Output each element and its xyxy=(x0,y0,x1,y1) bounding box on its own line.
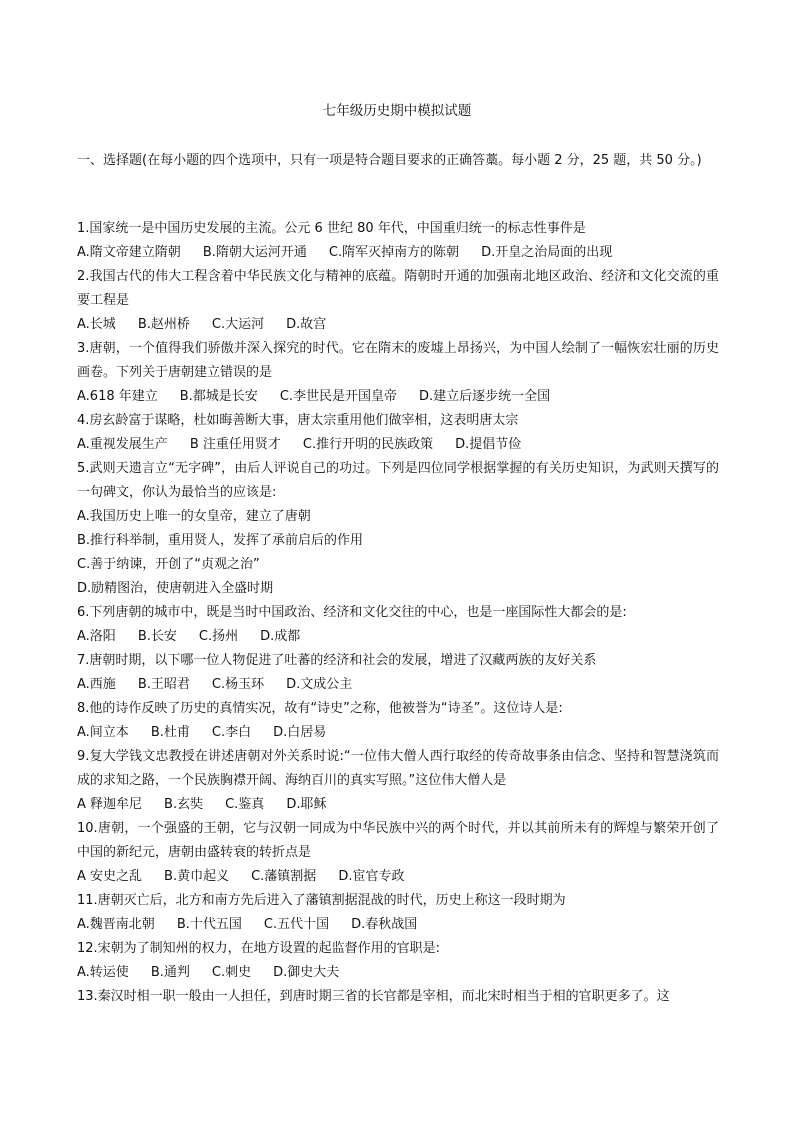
option-b: B.黄巾起义 xyxy=(164,869,230,884)
option-c: C.隋军灭掉南方的陈朝 xyxy=(328,245,460,260)
option-b: B.通判 xyxy=(150,965,190,980)
question-item xyxy=(77,817,719,889)
option-b: B.赵州桥 xyxy=(137,317,190,332)
option-a: A.西施 xyxy=(77,677,116,692)
option-c: C.大运河 xyxy=(211,317,265,332)
question-item xyxy=(77,601,719,649)
question-options xyxy=(77,793,719,817)
question-stem: 13.秦汉时相一职一般由一人担任，到唐时期三省的长官都是宰相，而北宋时相当于相的官职更多了。这 xyxy=(77,989,670,1004)
question-options xyxy=(77,385,719,409)
option-d: D.故宫 xyxy=(286,317,327,332)
question-stem: 7.唐朝时期，以下哪一位人物促进了吐蕃的经济和社会的发展，增进了汉藏两族的友好关系 xyxy=(77,653,597,668)
question-stem: 3.唐朝，一个值得我们骄傲并深入探究的时代。它在隋末的废墟上昂扬兴，为中国人绘制了一幅恢宏壮丽的历史画卷。下列关于唐朝建立错误的是 xyxy=(77,341,719,380)
option-d: D.白居易 xyxy=(273,725,327,740)
question-options xyxy=(77,313,719,337)
question-item xyxy=(77,217,719,265)
option-d: D.耶稣 xyxy=(286,797,327,812)
question-list xyxy=(77,217,719,1009)
question-options xyxy=(77,241,719,265)
option-d: D.成都 xyxy=(260,629,301,644)
option-c: C.杨玉环 xyxy=(211,677,265,692)
question-item xyxy=(77,745,719,817)
option-b: B.杜甫 xyxy=(150,725,190,740)
question-stem: 6.下列唐朝的城市中，既是当时中国政治、经济和文化交往的中心，也是一座国际性大都会的是: xyxy=(77,605,627,620)
option-a: A.洛阳 xyxy=(77,629,116,644)
option-b: B.十代五国 xyxy=(176,917,242,932)
option-a: A.长城 xyxy=(77,317,116,332)
option-d: D.开皇之治局面的出现 xyxy=(481,245,613,260)
option-a: A.618 年建立 xyxy=(77,389,158,404)
option-a: A.我国历史上唯一的女皇帝，建立了唐朝 xyxy=(77,509,311,524)
option-c: C.善于纳谏，开创了“贞观之治” xyxy=(77,557,260,572)
question-stem: 2.我国古代的伟大工程含着中华民族文化与精神的底蕴。隋朝时开通的加强南北地区政治、经济和文化交流的重要工程是 xyxy=(77,269,719,308)
option-c: C.五代十国 xyxy=(263,917,330,932)
option-a: A 安史之乱 xyxy=(77,869,143,884)
question-options xyxy=(77,625,719,649)
option-a: A.间立本 xyxy=(77,725,129,740)
question-item xyxy=(77,985,719,1009)
question-options xyxy=(77,865,719,889)
question-item xyxy=(77,409,719,457)
question-options xyxy=(77,433,719,457)
option-d: D.宦官专政 xyxy=(338,869,405,884)
option-b: B.都城是长安 xyxy=(179,389,258,404)
option-b: B.推行科举制，重用贤人，发挥了承前启后的作用 xyxy=(77,533,364,548)
question-stem: 12.宋朝为了制知州的权力，在地方设置的起监督作用的官职是: xyxy=(77,941,441,956)
question-options xyxy=(77,721,719,745)
option-a: A.隋文帝建立隋朝 xyxy=(77,245,181,260)
option-b: B.长安 xyxy=(137,629,177,644)
option-a: A.重视发展生产 xyxy=(77,437,168,452)
question-item xyxy=(77,649,719,697)
question-item xyxy=(77,265,719,337)
question-stem: 4.房玄龄富于谋略，杜如晦善断大事，唐太宗重用他们做宰相，这表明唐太宗 xyxy=(77,413,519,428)
option-c: C.刺史 xyxy=(211,965,252,980)
option-d: D.励精图治，使唐朝进入全盛时期 xyxy=(77,581,274,596)
question-options xyxy=(77,913,719,937)
question-stem: 9.复大学钱文忠教授在讲述唐朝对外关系时说:“一位伟大僧人西行取经的传奇故事条由信念、坚持和智慧浇筑而成的求知之路，一个民族胸襟开阔、海纳百川的真实写照。”这位伟大僧人是 xyxy=(77,749,719,788)
section-instructions: 一、选择题(在每小题的四个选项中，只有一项是特合题目要求的正确答藁。每小题 2 分，25 题，共 50 分。) xyxy=(77,153,702,168)
option-b: B.玄奘 xyxy=(164,797,204,812)
option-d: D.提倡节俭 xyxy=(455,437,522,452)
option-d: D.春秋战国 xyxy=(351,917,418,932)
question-stem: 5.武则天遗言立“无字碑”，由后人评说自己的功过。下列是四位同学根据掌握的有关历史知识，为武则天撰写的一句碑文，你认为最恰当的应该是: xyxy=(77,461,719,500)
option-d: D.文成公主 xyxy=(286,677,353,692)
question-options xyxy=(77,673,719,697)
option-c: C.扬州 xyxy=(198,629,239,644)
option-b: B 注重任用贤才 xyxy=(189,437,281,452)
option-a: A.魏晋南北朝 xyxy=(77,917,155,932)
question-item xyxy=(77,337,719,409)
question-item xyxy=(77,457,719,601)
option-c: C.鉴真 xyxy=(225,797,265,812)
question-stem: 10.唐朝，一个强盛的王朝，它与汉朝一同成为中华民族中兴的两个时代，并以其前所未有的辉煌与繁荣开创了中国的新纪元，唐朝由盛转衰的转折点是 xyxy=(77,821,719,860)
option-c: C.李世民是开国皇帝 xyxy=(279,389,398,404)
question-options xyxy=(77,961,719,985)
question-stem: 8.他的诗作反映了历史的真情实况，故有“诗史”之称，他被誉为“诗圣”。这位诗人是: xyxy=(77,701,563,716)
option-c: C.藩镇割据 xyxy=(251,869,317,884)
option-d: D.建立后逐步统一全国 xyxy=(419,389,551,404)
option-a: A 释迦牟尼 xyxy=(77,797,143,812)
question-item xyxy=(77,937,719,985)
question-item xyxy=(77,889,719,937)
option-a: A.转运使 xyxy=(77,965,129,980)
option-b: B.隋朝大运河开通 xyxy=(202,245,307,260)
option-c: C.李白 xyxy=(211,725,252,740)
question-stem: 1.国家统一是中国历史发展的主流。公元 6 世纪 80 年代，中国重归统一的标志性事件是 xyxy=(77,221,586,236)
option-d: D.御史大夫 xyxy=(273,965,340,980)
option-b: B.王昭君 xyxy=(137,677,190,692)
question-stem: 11.唐朝灭亡后，北方和南方先后进入了藩镇割据混战的时代，历史上称这一段时期为 xyxy=(77,893,566,908)
option-c: C.推行开明的民族政策 xyxy=(302,437,434,452)
page-title: 七年级历史期中模拟试题 xyxy=(322,103,472,119)
question-item xyxy=(77,697,719,745)
